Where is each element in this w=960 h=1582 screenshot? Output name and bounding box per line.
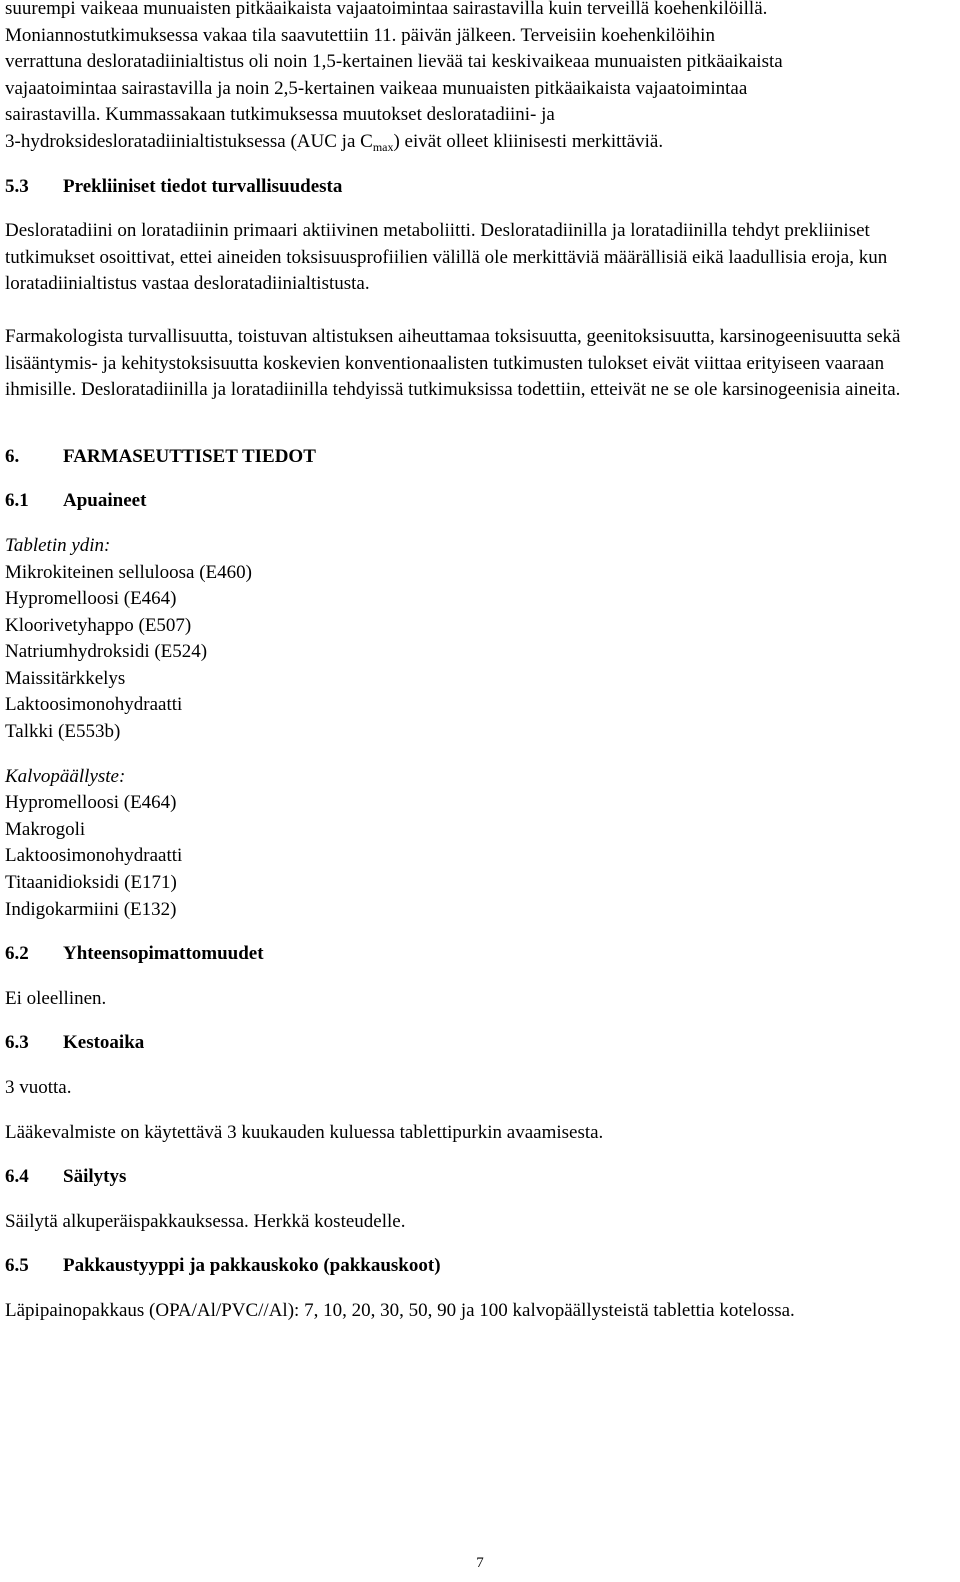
section-number: 6.4 — [5, 1166, 29, 1188]
excipient-item: Hypromelloosi (E464) — [5, 792, 177, 814]
section-number: 6.1 — [5, 490, 29, 512]
intro-line — [5, 129, 955, 156]
core-excipient-list — [5, 560, 955, 746]
shelf-life-after-opening: Lääkevalmiste on käytettävä 3 kuukauden kuluessa tablettipurkin avaamisesta. — [5, 1121, 604, 1143]
excipient-item: Maissitärkkelys — [5, 667, 126, 689]
excipient-item: Kloorivetyhappo (E507) — [5, 614, 192, 636]
excipient-item: Indigokarmiini (E132) — [5, 898, 177, 920]
excipient-item: Makrogoli — [5, 818, 86, 840]
document-page — [5, 0, 955, 1325]
excipient-item: Laktoosimonohydraatti — [5, 694, 183, 716]
intro-text: 3-hydroksidesloratadiinialtistuksessa (AUC ja C — [5, 130, 373, 152]
coating-label: Kalvopäällyste: — [5, 765, 126, 787]
section-heading-6-2 — [5, 941, 955, 968]
section-number: 5.3 — [5, 175, 29, 197]
section-number: 6.2 — [5, 943, 29, 965]
excipient-item: Talkki (E553b) — [5, 721, 121, 743]
section-heading-6-3 — [5, 1030, 955, 1057]
coating-excipient-list — [5, 790, 955, 923]
incompatibilities-text: Ei oleellinen. — [5, 987, 107, 1009]
section-title: FARMASEUTTISET TIEDOT — [63, 445, 316, 467]
section-number: 6. — [5, 445, 20, 467]
excipient-item: Titaanidioksidi (E171) — [5, 872, 177, 894]
section-heading-6-1 — [5, 488, 955, 515]
intro-text: ) eivät olleet kliinisesti merkittäviä. — [393, 130, 664, 152]
preclinical-paragraph-1: Desloratadiini on loratadiinin primaari aktiivinen metaboliitti. Desloratadiinilla ja loratadiinilla tehdyt prekliiniset tutkimukset osoittivat, ettei aineiden toksisuusprofiilien välillä ole merkittäviä määrällisiä eikä laadullisia eroja, kun loratadiinialtistus vastaa desloratadiinialtistusta. — [5, 220, 888, 295]
storage-text: Säilytä alkuperäispakkauksessa. Herkkä kosteudelle. — [5, 1210, 406, 1232]
section-heading-6-5 — [5, 1253, 955, 1280]
shelf-life-text: 3 vuotta. — [5, 1077, 72, 1098]
core-label: Tabletin ydin: — [5, 534, 111, 556]
excipient-item: Mikrokiteinen selluloosa (E460) — [5, 561, 252, 583]
intro-line: verrattuna desloratadiinialtistus oli noin 1,5-kertainen lievää tai keskivaikeaa munuaisten pitkäaikaista — [5, 51, 783, 73]
section-number: 6.3 — [5, 1032, 29, 1054]
intro-line: suurempi vaikeaa munuaisten pitkäaikaista vajaatoimintaa sairastavilla kuin terveillä koehenkilöillä. — [5, 0, 768, 19]
section-title: Säilytys — [63, 1166, 127, 1188]
preclinical-paragraph-2: Farmakologista turvallisuutta, toistuvan altistuksen aiheuttamaa toksisuutta, geenitoksisuutta, karsinogeenisuutta sekä lisääntymis- ja kehitystoksisuutta koskevien konventionaalisten tutkimusten tulokset eivät viittaa erityiseen vaaraan ihmisille. Desloratadiinilla ja loratadiinilla tehdyissä tutkimuksissa todettiin, etteivät ne se ole karsinogeenisia aineita. — [5, 325, 901, 401]
intro-line: Moniannostutkimuksessa vakaa tila saavutettiin 11. päivän jälkeen. Terveisiin koehenkilöihin — [5, 24, 715, 46]
package-text: Läpipainopakkaus (OPA/Al/PVC//Al): 7, 10, 20, 30, 50, 90 ja 100 kalvopäällysteistä tablettia kotelossa. — [5, 1299, 795, 1321]
intro-paragraph — [5, 0, 955, 156]
section-title: Apuaineet — [63, 490, 147, 512]
excipient-item: Laktoosimonohydraatti — [5, 845, 183, 867]
section-number: 6.5 — [5, 1255, 29, 1277]
page-number: 7 — [476, 1555, 484, 1571]
excipient-item: Natriumhydroksidi (E524) — [5, 641, 208, 663]
section-heading-6 — [5, 444, 955, 471]
intro-line: vajaatoimintaa sairastavilla ja noin 2,5-kertainen vaikeaa munuaisten pitkäaikaista vajaatoimintaa — [5, 77, 748, 99]
intro-line: sairastavilla. Kummassakaan tutkimuksessa muutokset desloratadiini- ja — [5, 104, 555, 126]
section-title: Yhteensopimattomuudet — [63, 943, 264, 965]
section-title: Prekliiniset tiedot turvallisuudesta — [63, 175, 343, 197]
section-title: Kestoaika — [63, 1032, 145, 1054]
section-title: Pakkaustyyppi ja pakkauskoko (pakkauskoot) — [63, 1255, 441, 1277]
section-heading-5-3 — [5, 174, 955, 201]
excipient-item: Hypromelloosi (E464) — [5, 588, 177, 610]
section-heading-6-4 — [5, 1164, 955, 1191]
cmax-subscript: max — [372, 139, 394, 154]
